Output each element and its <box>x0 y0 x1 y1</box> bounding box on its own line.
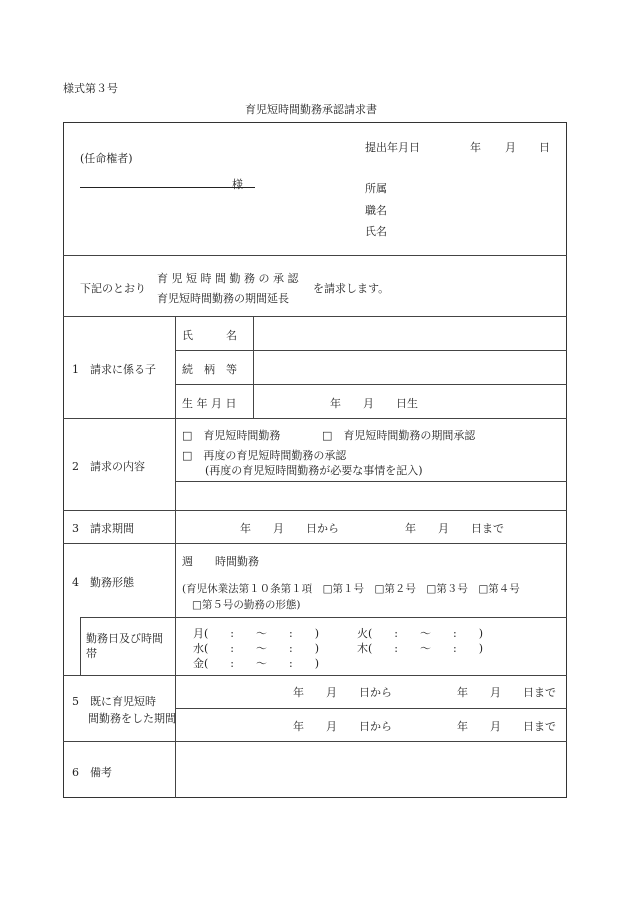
divider <box>63 675 567 676</box>
section4-label: 4 勤務形態 <box>72 576 134 589</box>
name-label: 氏名 <box>365 225 387 238</box>
divider <box>175 350 567 351</box>
past-period1-to: 年 月 日まで <box>457 686 556 699</box>
checkbox-option-period-approval: □ 育児短時間勤務の期間承認 <box>322 429 476 442</box>
submit-month: 月 <box>505 141 516 154</box>
divider <box>175 708 567 709</box>
sama-label: 様 <box>232 178 243 191</box>
thursday-hours: 木( : ～ : ) <box>357 642 483 655</box>
child-name-label: 氏 名 <box>182 329 237 342</box>
birthdate-label: 生 年 月 日 <box>182 397 237 410</box>
request-suffix: を請求します。 <box>313 282 390 295</box>
authority-label: (任命権者) <box>80 152 133 165</box>
section1-label: 1 請求に係る子 <box>72 363 156 376</box>
workdays-label: 勤務日及び時間 <box>86 632 163 645</box>
submit-year: 年 <box>470 141 481 154</box>
law-reference-line2: □第５号の勤務の形態) <box>192 599 301 611</box>
friday-hours: 金( : ～ : ) <box>193 657 319 670</box>
divider <box>253 316 254 418</box>
relation-label: 続 柄 等 <box>182 363 237 376</box>
past-period1-from: 年 月 日から <box>293 686 392 699</box>
wednesday-hours: 水( : ～ : ) <box>193 642 319 655</box>
position-label: 職名 <box>365 204 387 217</box>
birthdate-value: 年 月 日生 <box>330 397 418 410</box>
section5-label-cont: 間勤務をした期間 <box>88 712 176 725</box>
reapproval-note: (再度の育児短時間勤務が必要な事情を記入) <box>205 464 423 477</box>
tuesday-hours: 火( : ～ : ) <box>357 627 483 640</box>
request-option-extension: 育児短時間勤務の期間延長 <box>157 292 289 305</box>
form-title: 育児短時間勤務承認請求書 <box>245 103 377 116</box>
section5-label: 5 既に育児短時 <box>72 695 156 708</box>
form-number: 様式第３号 <box>63 82 118 95</box>
divider <box>80 617 81 675</box>
divider <box>175 481 567 482</box>
authority-underline <box>80 187 255 188</box>
divider <box>63 418 567 419</box>
checkbox-option-short-time: □ 育児短時間勤務 <box>182 429 281 442</box>
divider <box>63 316 567 317</box>
request-period-to: 年 月 日まで <box>405 522 504 535</box>
past-period2-to: 年 月 日まで <box>457 720 556 733</box>
request-prefix: 下記のとおり <box>80 282 146 295</box>
checkbox-option-reapproval: □ 再度の育児短時間勤務の承認 <box>182 449 347 462</box>
divider <box>63 255 567 256</box>
monday-hours: 月( : ～ : ) <box>193 627 319 640</box>
divider <box>63 543 567 544</box>
divider <box>63 741 567 742</box>
divider <box>63 510 567 511</box>
request-option-approval: 育 児 短 時 間 勤 務 の 承 認 <box>157 272 299 285</box>
past-period2-from: 年 月 日から <box>293 720 392 733</box>
affiliation-label: 所属 <box>365 182 387 195</box>
section6-label: 6 備考 <box>72 766 112 779</box>
weekly-hours: 週 時間勤務 <box>182 555 259 568</box>
section3-label: 3 請求期間 <box>72 522 134 535</box>
request-period-from: 年 月 日から <box>240 522 339 535</box>
divider <box>80 617 567 618</box>
workdays-label-cont: 帯 <box>86 647 97 660</box>
submit-date-label: 提出年月日 <box>365 141 420 154</box>
submit-day: 日 <box>539 141 550 154</box>
section2-label: 2 請求の内容 <box>72 460 145 473</box>
divider <box>175 384 567 385</box>
law-reference-line1: (育児休業法第１０条第１項 □第１号 □第２号 □第３号 □第４号 <box>182 583 520 595</box>
